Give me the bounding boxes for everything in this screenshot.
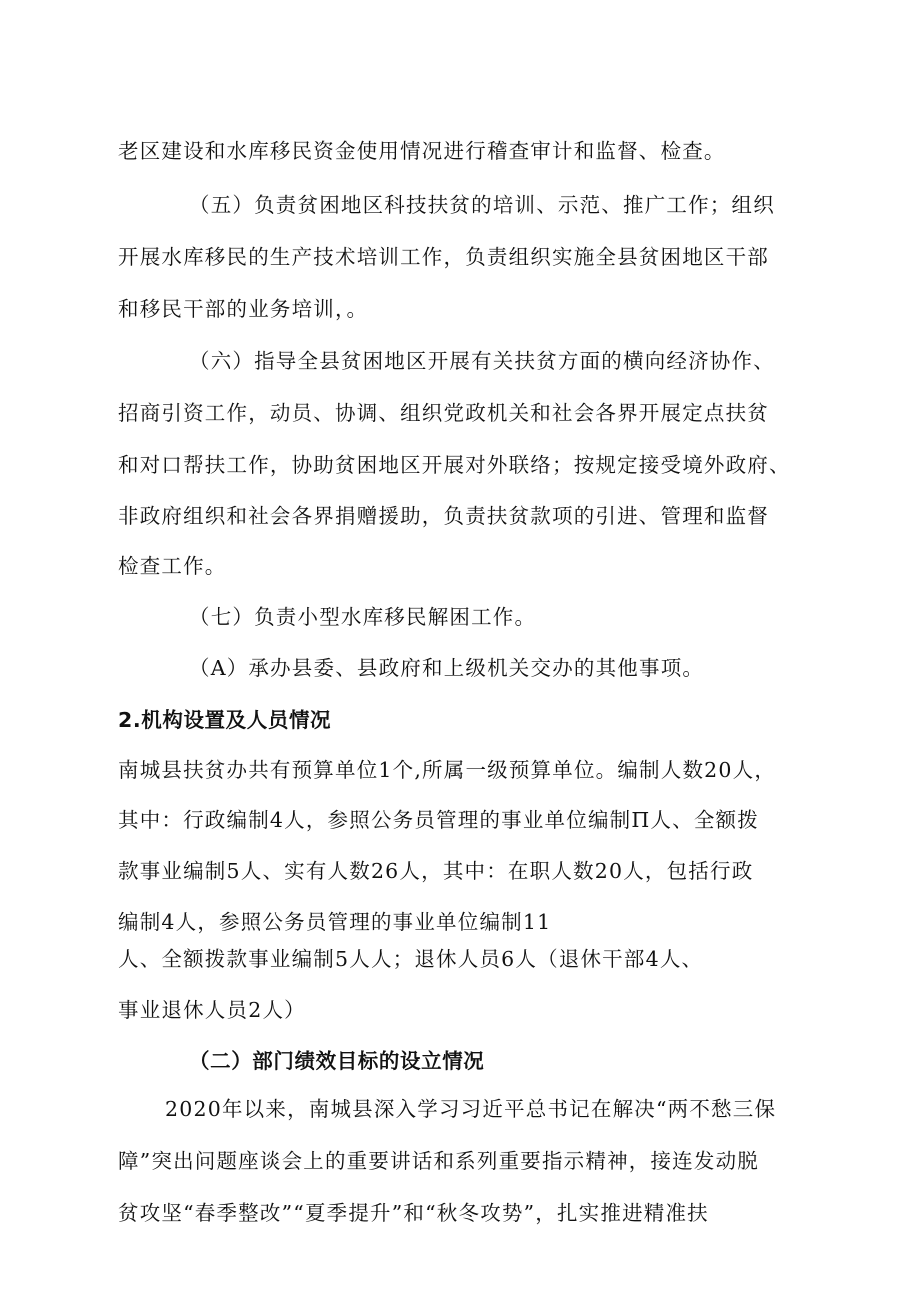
paragraph-line: （A）承办县委、县政府和上级机关交办的其他事项。 xyxy=(189,655,705,680)
paragraph-line: （五）负责贫困地区科技扶贫的培训、示范、推广工作；组织 xyxy=(189,192,775,217)
paragraph-line: 障”突出问题座谈会上的重要讲话和系列重要指示精神，接连发动脱 xyxy=(118,1148,759,1173)
paragraph-line: 招商引资工作，动员、协调、组织党政机关和社会各界开展定点扶贫 xyxy=(118,400,769,425)
paragraph-line: 和对口帮扶工作，协助贫困地区开展对外联络；按规定接受境外政府、 xyxy=(118,452,791,477)
paragraph-line: 检查工作。 xyxy=(118,553,227,578)
paragraph-line: 人、全额拨款事业编制5人人；退休人员6人（退休干部4人、 xyxy=(118,946,704,971)
section-heading: （二）部门绩效目标的设立情况 xyxy=(189,1048,485,1073)
paragraph-line: 其中：行政编制4人，参照公务员管理的事业单位编制Π人、全额拨 xyxy=(118,807,759,832)
paragraph-line: （七）负责小型水库移民解困工作。 xyxy=(189,604,537,629)
paragraph-line: 老区建设和水库移民资金使用情况进行稽查审计和监督、检查。 xyxy=(118,138,726,163)
paragraph-line: 开展水库移民的生产技术培训工作，负责组织实施全县贫困地区干部 xyxy=(118,244,769,269)
paragraph-line: 南城县扶贫办共有预算单位1个,所属一级预算单位。编制人数20人， xyxy=(118,757,777,782)
section-heading: 2.机构设置及人员情况 xyxy=(118,707,332,732)
paragraph-line: 事业退休人员2人） xyxy=(118,997,306,1022)
paragraph-line: 款事业编制5人、实有人数26人，其中：在职人数20人，包括行政 xyxy=(118,858,754,883)
paragraph-line: 非政府组织和社会各界捐赠援助，负责扶贫款项的引进、管理和监督 xyxy=(118,503,769,528)
paragraph-line: 编制4人，参照公务员管理的事业单位编制11 xyxy=(118,909,552,934)
paragraph-line: 2020年以来，南城县深入学习习近平总书记在解决“两不愁三保 xyxy=(165,1096,777,1121)
paragraph-line: 贫攻坚“春季整改”“夏季提升”和“秋冬攻势”，扎实推进精准扶 xyxy=(118,1200,709,1225)
paragraph-line: 和移民干部的业务培训，。 xyxy=(118,296,369,321)
paragraph-line: （六）指导全县贫困地区开展有关扶贫方面的横向经济协作、 xyxy=(189,348,775,373)
